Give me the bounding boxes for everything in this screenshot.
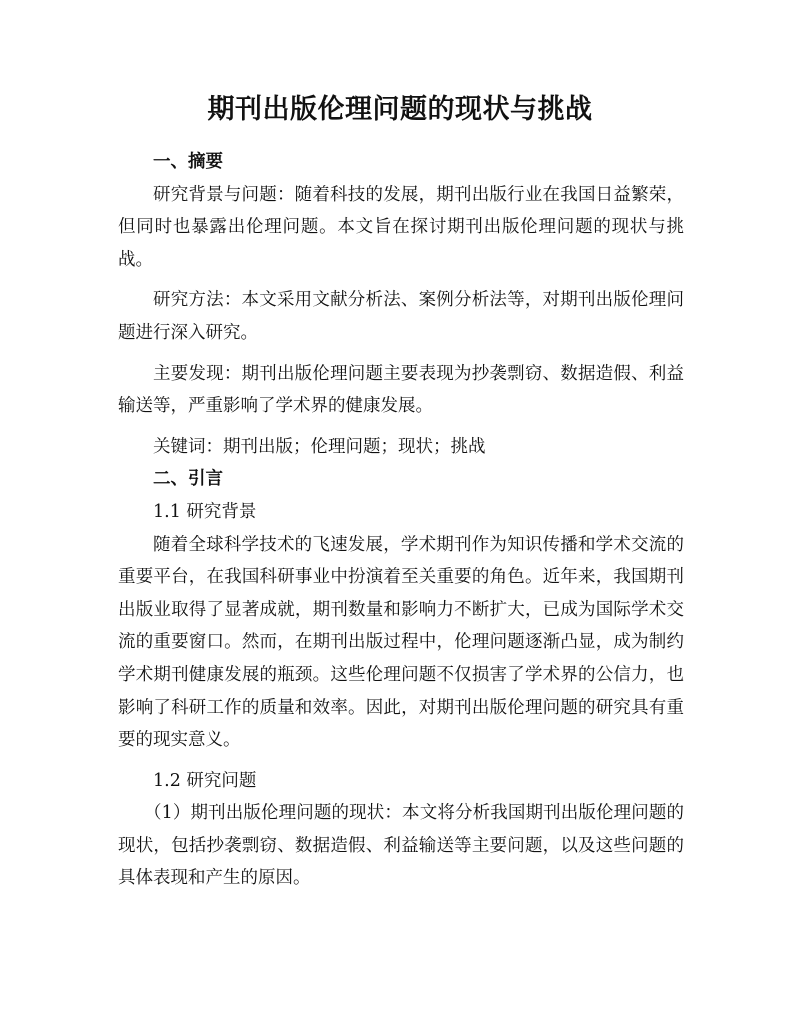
abstract-keywords-paragraph: 关键词：期刊出版；伦理问题；现状；挑战 <box>153 436 486 457</box>
abstract-findings-paragraph: 主要发现：期刊出版伦理问题主要表现为抄袭剽窃、数据造假、利益输送等，严重影响了学术界的健康发展。 <box>118 363 684 417</box>
abstract-method-paragraph: 研究方法：本文采用文献分析法、案例分析法等，对期刊出版伦理问题进行深入研究。 <box>118 290 684 343</box>
section-heading-introduction: 二、引言 <box>153 469 223 490</box>
background-paragraph: 随着全球科学技术的飞速发展，学术期刊作为知识传播和学术交流的重要平台，在我国科研事业中扮演着至关重要的角色。近年来，我国期刊出版业取得了显著成就，期刊数量和影响力不断扩大，已成为国际学术交流的重要窗口。然而，在期刊出版过程中，伦理问题逐渐凸显，成为制约学术期刊健康发展的瓶颈。这些伦理问题不仅损害了学术界的公信力，也影响了科研工作的质量和效率。因此，对期刊出版伦理问题的研究具有重要的现实意义。 <box>118 534 684 751</box>
research-question-paragraph: （1）期刊出版伦理问题的现状：本文将分析我国期刊出版伦理问题的现状，包括抄袭剽窃、数据造假、利益输送等主要问题，以及这些问题的具体表现和产生的原因。 <box>118 803 684 889</box>
section-heading-abstract: 一、摘要 <box>153 152 223 172</box>
document-title: 期刊出版伦理问题的现状与挑战 <box>207 94 593 125</box>
subsection-heading-research-questions: 1.2 研究问题 <box>153 770 257 791</box>
subsection-heading-background: 1.1 研究背景 <box>153 501 257 522</box>
abstract-background-paragraph: 研究背景与问题：随着科技的发展，期刊出版行业在我国日益繁荣，但同时也暴露出伦理问题。本文旨在探讨期刊出版伦理问题的现状与挑战。 <box>118 184 684 270</box>
document-body <box>118 146 684 895</box>
